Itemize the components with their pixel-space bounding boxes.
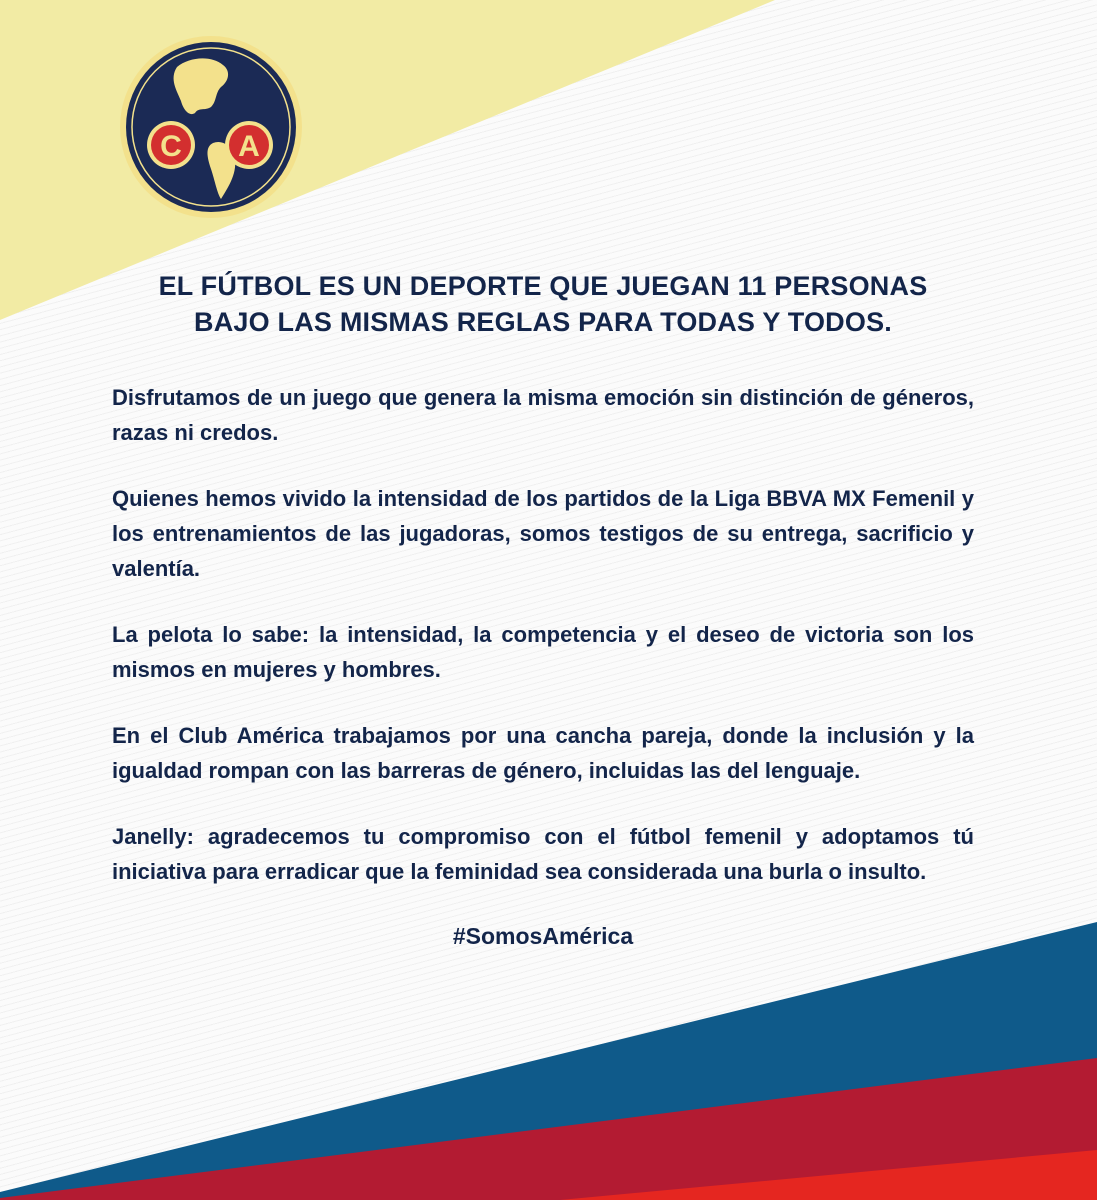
headline-line-1: EL FÚTBOL ES UN DEPORTE QUE JUEGAN 11 PERSONAS (158, 271, 928, 301)
paragraph-4: En el Club América trabajamos por una cancha pareja, donde la inclusión y la igualdad rompan con las barreras de género, incluidas las del lenguaje. (112, 723, 974, 783)
paragraph-5: Janelly: agradecemos tu compromiso con el fútbol femenil y adoptamos tú iniciativa para erradicar que la feminidad sea considerada una burla o insulto. (112, 824, 974, 884)
paragraph-2: Quienes hemos vivido la intensidad de los partidos de la Liga BBVA MX Femenil y los entrenamientos de las jugadoras, somos testigos de su entrega, sacrificio y valentía. (112, 486, 974, 581)
statement-headline (112, 268, 974, 340)
logo-letter-a: A (238, 130, 260, 163)
headline-line-2: BAJO LAS MISMAS REGLAS PARA TODAS Y TODOS. (194, 307, 892, 337)
statement-body (112, 268, 974, 952)
club-america-logo (119, 35, 303, 219)
hashtag: #SomosAmérica (452, 923, 634, 949)
paragraph-1: Disfrutamos de un juego que genera la misma emoción sin distinción de géneros, razas ni credos. (112, 385, 974, 445)
paragraph-3: La pelota lo sabe: la intensidad, la competencia y el deseo de victoria son los mismos en mujeres y hombres. (112, 622, 974, 682)
logo-letter-c: C (160, 130, 182, 163)
